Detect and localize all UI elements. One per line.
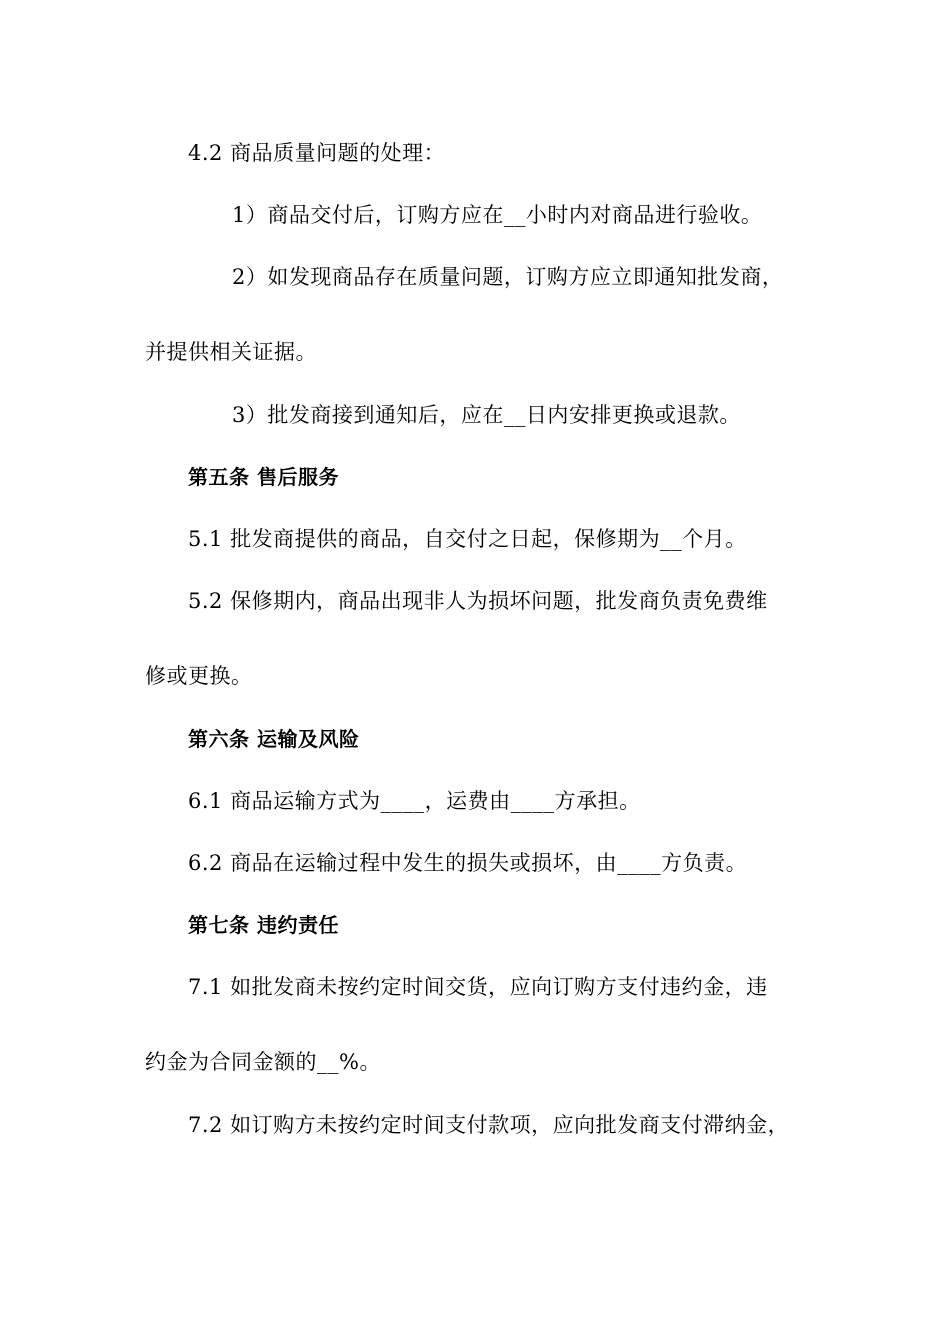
article-6-heading: 第六条 运输及风险 <box>188 727 360 751</box>
clause-7-2: 7.2 如订购方未按约定时间支付款项，应向批发商支付滞纳金， <box>188 1113 790 1137</box>
clause-4-2-item-2-cont: 并提供相关证据。 <box>145 340 317 364</box>
clause-6-1: 6.1 商品运输方式为____，运费由____方承担。 <box>188 789 641 813</box>
clause-7-1-cont: 约金为合同金额的__%。 <box>145 1050 381 1074</box>
article-7-heading: 第七条 违约责任 <box>188 913 339 937</box>
clause-5-1: 5.1 批发商提供的商品，自交付之日起，保修期为__个月。 <box>188 527 747 551</box>
article-5-heading: 第五条 售后服务 <box>188 465 339 489</box>
clause-6-2: 6.2 商品在运输过程中发生的损失或损坏，由____方负责。 <box>188 851 748 875</box>
clause-4-2-item-2: 2）如发现商品存在质量问题，订购方应立即通知批发商， <box>232 265 784 289</box>
clause-5-2: 5.2 保修期内，商品出现非人为损坏问题，批发商负责免费维 <box>188 589 768 613</box>
clause-4-2-item-3: 3）批发商接到通知后，应在__日内安排更换或退款。 <box>232 403 741 427</box>
clause-7-1: 7.1 如批发商未按约定时间交货，应向订购方支付违约金，违 <box>188 975 768 999</box>
clause-4-2: 4.2 商品质量问题的处理： <box>188 141 446 165</box>
clause-5-2-cont: 修或更换。 <box>145 664 253 688</box>
clause-4-2-item-1: 1）商品交付后，订购方应在__小时内对商品进行验收。 <box>232 203 763 227</box>
